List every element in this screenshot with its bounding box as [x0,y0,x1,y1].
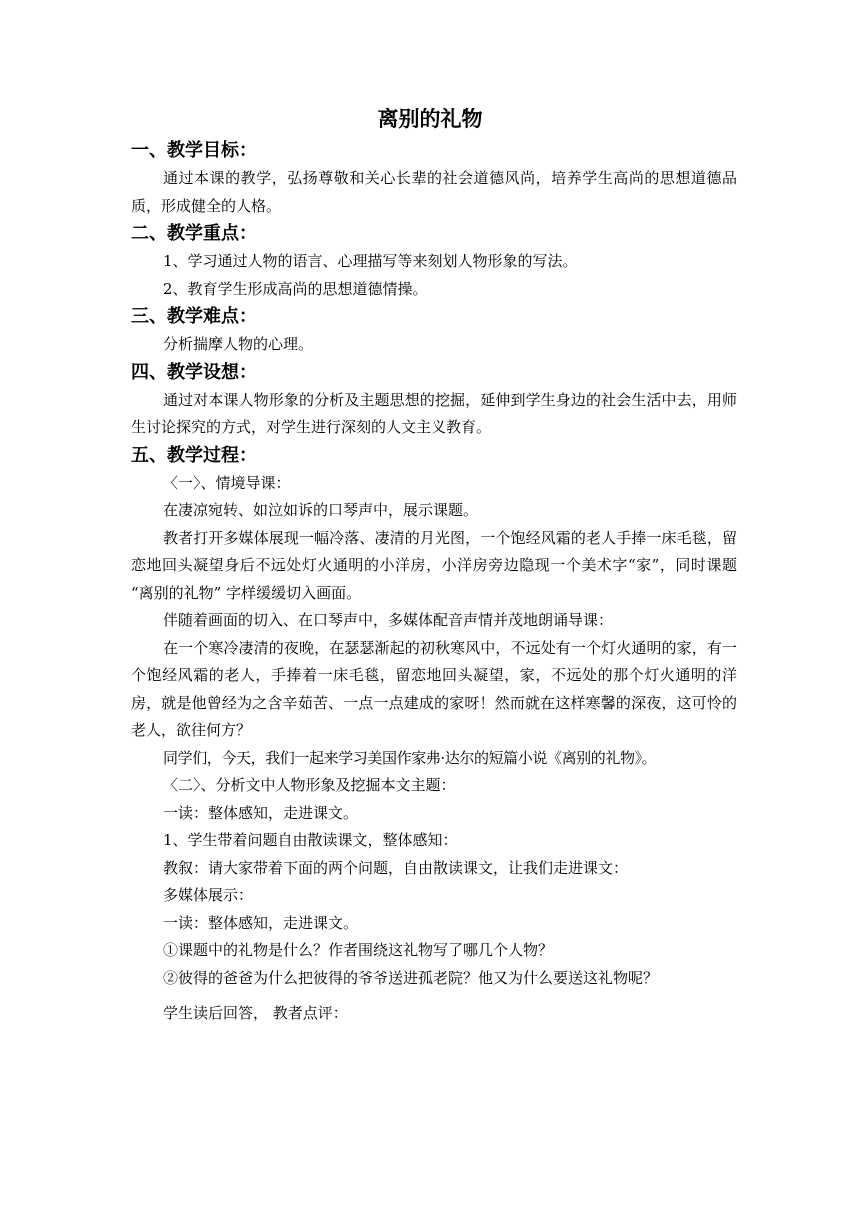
objectives-paragraph: 通过本课的教学，弘扬尊敬和关心长辈的社会道德风尚，培养学生高尚的思想道德品质，形成健全的人格。 [131,169,737,215]
process-paragraph: 同学们，今天，我们一起来学习美国作家弗·达尔的短篇小说《离别的礼物》。 [163,748,657,767]
section-heading-key-points: 二、教学重点： [131,223,257,244]
question-1: ①课题中的礼物是什么？作者围绕这礼物写了哪几个人物？ [163,941,554,959]
process-step-1-heading: 〈一〉、情境导课： [163,473,291,492]
process-paragraph: 学生读后回答， 教者点评： [163,1004,348,1022]
process-paragraph: 伴随着画面的切入、在口琴声中，多媒体配音声情并茂地朗诵导课： [163,611,614,629]
section-heading-process: 五、教学过程： [131,444,257,466]
section-heading-design: 四、教学设想： [131,361,257,383]
process-paragraph: 在凄凉宛转、如泣如诉的口琴声中，展示课题。 [163,501,479,519]
design-paragraph: 通过对本课人物形象的分析及主题思想的挖掘，延伸到学生身边的社会生活中去，用师生讨论探究的方式，对学生进行深刻的人文主义教育。 [131,390,737,436]
process-paragraph: 多媒体展示： [163,886,254,904]
process-paragraph: 1、学生带着问题自由散读课文，整体感知： [163,831,458,849]
key-point-2: 2、教育学生形成高尚的思想道德情操。 [163,279,428,298]
document-title: 离别的礼物 [377,107,483,131]
process-paragraph: 一读：整体感知，走进课文。 [163,803,359,822]
process-paragraph: 教叙：请大家带着下面的两个问题，自由散读课文，让我们走进课文： [163,858,629,877]
process-paragraph: 一读：整体感知，走进课文。 [163,913,359,932]
difficulty-paragraph: 分析揣摩人物的心理。 [163,335,314,353]
section-heading-difficulties: 三、教学难点： [131,306,257,327]
document-body [131,137,737,1028]
process-paragraph: 在一个寒冷凄清的夜晚，在瑟瑟渐起的初秋寒风中，不远处有一个灯火通明的家，有一个饱经风霜的老人，手捧着一床毛毯，留恋地回头凝望，家，不远处的那个灯火通明的洋房，就是他曾经为之含辛茹苦、一点一点建成的家呀！然而就在这样寒馨的深夜，这可怜的老人，欲往何方？ [131,638,737,739]
process-paragraph: 教者打开多媒体展现一幅冷落、凄清的月光图，一个饱经风霜的老人手捧一床毛毯，留恋地回头凝望身后不远处灯火通明的小洋房，小洋房旁边隐现一个美术字“家”，同时课题 “离别的礼物” 字样缓缓切入画面。 [131,528,737,602]
key-point-1: 1、学习通过人物的语言、心理描写等来刻划人物形象的写法。 [163,252,578,270]
section-heading-objectives: 一、教学目标： [131,140,257,161]
process-step-2-heading: 〈二〉、分析文中人物形象及挖掘本文主题： [163,776,456,794]
question-2: ②彼得的爸爸为什么把彼得的爷爷送进孤老院？他又为什么要送这礼物呢？ [163,968,659,987]
